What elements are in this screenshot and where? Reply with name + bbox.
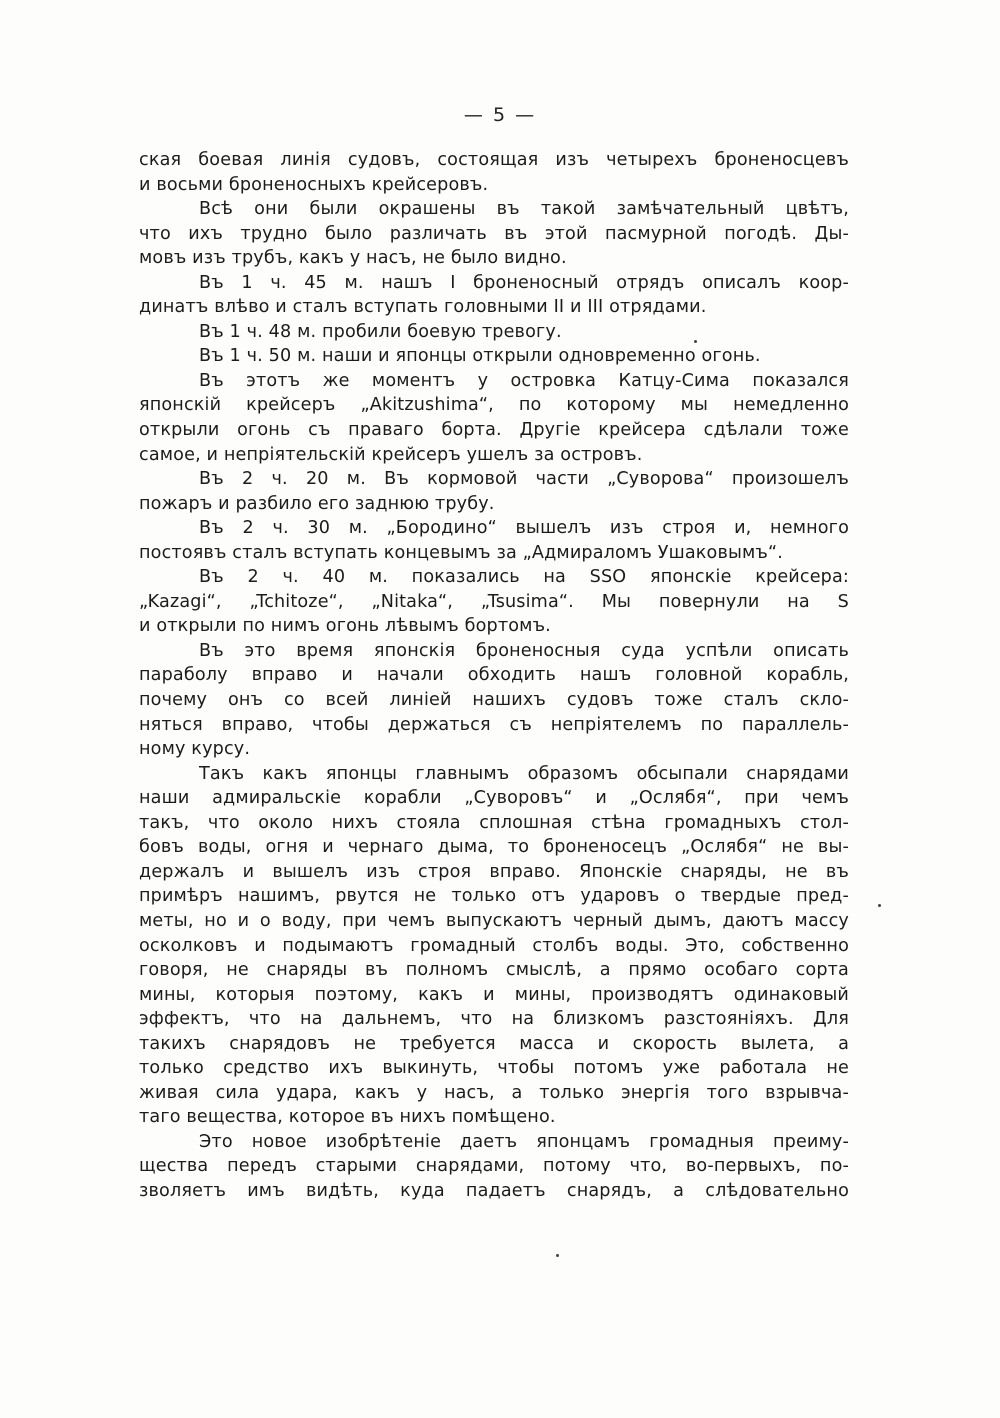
text-line: осколковъ и подымаютъ громадный столбъ воды. Это, собственно [139,935,849,956]
text-line: самое, и непріятельскій крейсеръ ушелъ за островъ. [139,444,643,465]
print-speck [878,904,881,907]
page-number: — 5 — [463,104,537,126]
text-line: зволяетъ имъ видѣть, куда падаетъ снарядъ, а слѣдовательно [139,1180,849,1201]
text-line: параболу вправо и начали обходить нашъ головной корабль, [139,665,849,686]
text-line: Въ этотъ же моментъ у островка Катцу-Сима показался [199,370,849,391]
text-line: мины, которыя поэтому, какъ и мины, производятъ одинаковый [139,984,849,1005]
text-line: меты, но и о воду, при чемъ выпускаютъ черный дымъ, даютъ массу [139,910,849,931]
text-line: Въ 1 ч. 45 м. нашъ I броненосный отрядъ описалъ коор- [199,272,849,293]
text-line: Въ 2 ч. 40 м. показались на SSO японскіе крейсера: [199,567,849,588]
text-line: Въ 2 ч. 20 м. Въ кормовой части „Суворова“ произошелъ [199,469,849,490]
text-line: такихъ снарядовъ не требуется масса и скорость вылета, а [139,1033,849,1054]
text-line: „Kazagi“, „Tchitoze“, „Nitaka“, „Tsusima“. Мы повернули на S [139,591,849,612]
text-line: постоявъ сталъ вступать концевымъ за „Адмираломъ Ушаковымъ“. [139,542,784,563]
body-text [139,148,849,1204]
text-line: Въ 2 ч. 30 м. „Бородино“ вышелъ изъ строя и, немного [199,518,849,539]
text-line: японскій крейсеръ „Akitzushima“, по которому мы немедленно [139,395,849,416]
text-line: только средство ихъ выкинуть, чтобы потомъ уже работала не [139,1058,849,1079]
text-line: открыли огонь съ праваго борта. Другіе крейсера сдѣлали тоже [139,420,849,441]
text-line: примѣръ нашимъ, рвутся не только отъ ударовъ о твердые пред- [139,886,849,907]
text-line: Въ 1 ч. 50 м. наши и японцы открыли одновременно огонь. [199,346,761,367]
text-line: и открыли по нимъ огонь лѣвымъ бортомъ. [139,616,551,637]
text-line: говоря, не снаряды въ полномъ смыслѣ, а прямо особаго сорта [139,960,849,981]
text-line: Въ 1 ч. 48 м. пробили боевую тревогу. [199,321,562,342]
text-line: ская боевая линія судовъ, состоящая изъ четырехъ броненосцевъ [139,150,849,170]
text-line: таго вещества, которое въ нихъ помѣщено. [139,1107,556,1128]
text-line: мовъ изъ трубъ, какъ у насъ, не было видно. [139,248,567,269]
text-line: почему онъ со всей линіей нашихъ судовъ тоже сталъ скло- [139,690,849,711]
text-line: что ихъ трудно было различать въ этой пасмурной погодѣ. Ды- [139,223,849,244]
text-line: Такъ какъ японцы главнымъ образомъ обсыпали снарядами [199,763,849,784]
text-line: и восьми броненосныхъ крейсеровъ. [139,174,489,195]
text-line: Это новое изобрѣтеніе даетъ японцамъ громадныя преиму- [199,1131,849,1152]
text-line: Въ это время японскія броненосныя суда успѣли описать [199,640,849,661]
text-line: щества передъ старыми снарядами, потому что, во-первыхъ, по- [139,1156,849,1177]
text-line: Всѣ они были окрашены въ такой замѣчательный цвѣтъ, [199,199,849,220]
text-line: такъ, что около нихъ стояла сплошная стѣна громадныхъ стол- [139,812,849,833]
text-line: динатъ влѣво и сталъ вступать головными II и III отрядами. [139,297,707,318]
print-speck [556,1254,559,1257]
text-line: пожаръ и разбило его заднюю трубу. [139,493,495,514]
text-line: наши адмиральскіе корабли „Суворовъ“ и „Ослябя“, при чемъ [139,788,849,809]
text-line: держалъ и вышелъ изъ строя вправо. Японскіе снаряды, не въ [139,861,849,882]
print-speck [694,340,697,343]
text-line: эффектъ, что на дальнемъ, что на близкомъ разстояніяхъ. Для [139,1009,849,1030]
text-line: няться вправо, чтобы держаться съ непріятелемъ по параллель- [139,714,849,735]
text-line: живая сила удара, какъ у насъ, а только энергія того взрывча- [139,1082,849,1103]
text-line: бовъ воды, огня и чернаго дыма, то броненосецъ „Ослябя“ не вы- [139,837,849,858]
text-line: ному курсу. [139,739,251,760]
